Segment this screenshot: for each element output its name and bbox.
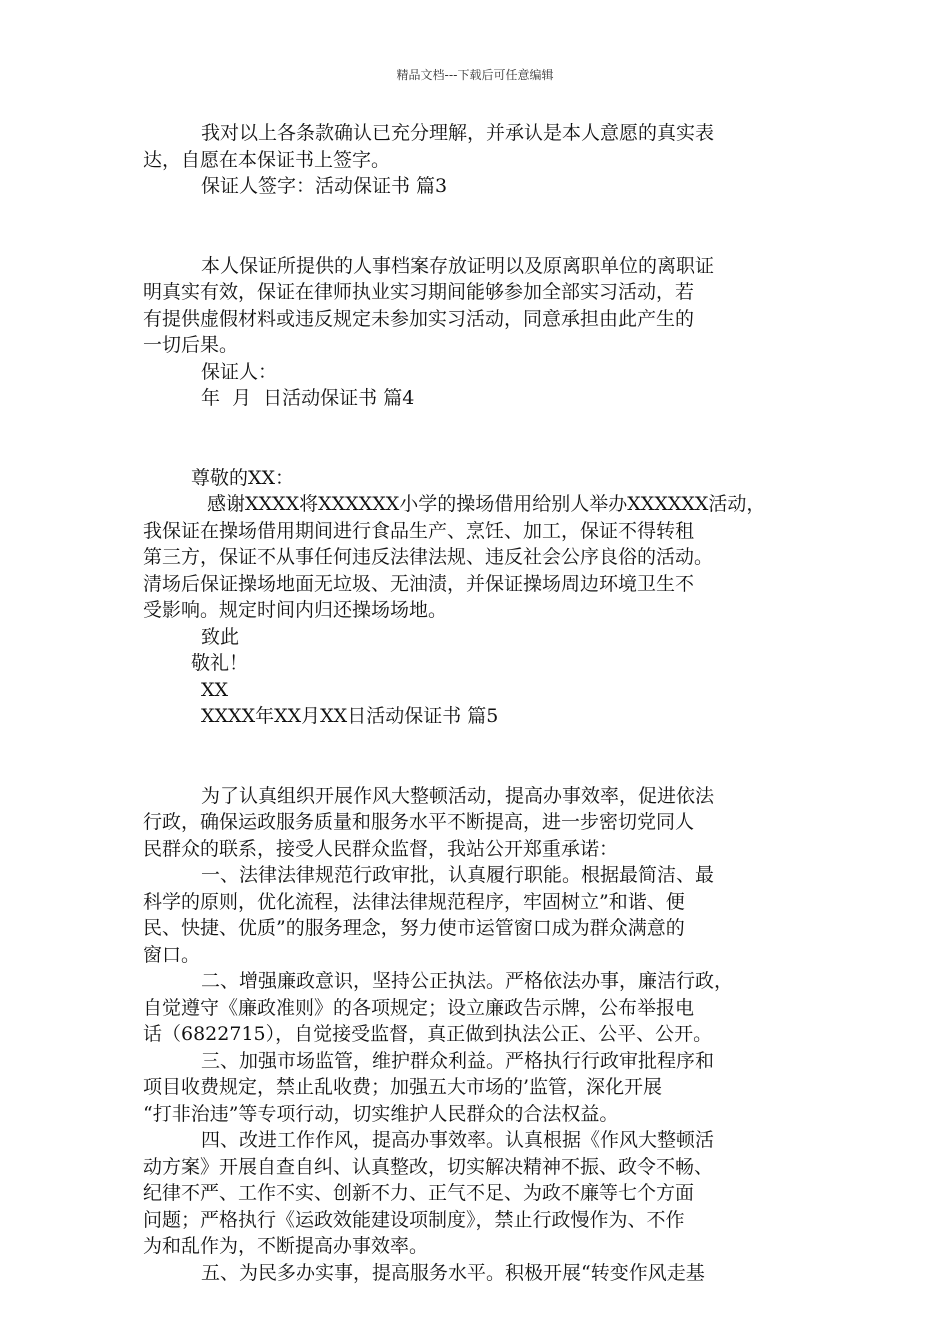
blank-line (143, 730, 813, 757)
text-line: 年 月 日活动保证书 篇4 (201, 387, 415, 409)
text-line: 科学的原则，优化流程，法律法律规范程序，牢固树立”和谐、便 (143, 890, 685, 913)
blank-line (143, 412, 813, 439)
text-line: 感谢XXXX将XXXXXX小学的操场借用给别人举办XXXXXX活动， (207, 493, 766, 515)
text-line: 为了认真组织开展作风大整顿活动，提高办事效率，促进依法 (201, 784, 715, 807)
text-line: 民、快捷、优质”的服务理念，努力使市运管窗口成为群众满意的 (143, 917, 685, 939)
text-line: 窗口。 (143, 943, 201, 966)
blank-line (143, 226, 813, 253)
text-line: 保证人： (201, 360, 278, 383)
text-line: 问题；严格执行《运政效能建设项制度》，禁止行政慢作为、不作 (143, 1208, 685, 1231)
text-line: 二、增强廉政意识，坚持公正执法。严格依法办事，廉洁行政， (201, 970, 734, 992)
text-line: 行政，确保运政服务质量和服务水平不断提高，进一步密切党同人 (143, 811, 695, 833)
blank-line (143, 756, 813, 783)
text-line: 民群众的联系，接受人民群众监督，我站公开郑重承诺： (143, 837, 619, 860)
text-line: 受影响。规定时间内归还操场场地。 (143, 599, 448, 621)
text-line: 五、为民多办实事，提高服务水平。积极开展“转变作风走基 (201, 1261, 705, 1284)
text-line: 动方案》开展自查自纠、认真整改，切实解决精神不振、政令不畅、 (143, 1155, 714, 1178)
text-line: 达，自愿在本保证书上签字。 (143, 148, 391, 171)
text-line: 有提供虚假材料或违反规定未参加实习活动，同意承担由此产生的 (143, 307, 695, 330)
text-line: 清场后保证操场地面无垃圾、无油渍，并保证操场周边环境卫生不 (143, 572, 695, 595)
text-line: 自觉遵守《廉政准则》的各项规定；设立廉政告示牌，公布举报电 (143, 996, 695, 1019)
blank-line (143, 200, 813, 227)
text-line: “打非治违”等专项行动，切实维护人民群众的合法权益。 (143, 1102, 619, 1125)
document-body (143, 120, 813, 1286)
text-line: 本人保证所提供的人事档案存放证明以及原离职单位的离职证 (201, 254, 715, 277)
text-line: 明真实有效，保证在律师执业实习期间能够参加全部实习活动，若 (143, 281, 695, 303)
text-line: 四、改进工作作风，提高办事效率。认真根据《作风大整顿活 (201, 1129, 715, 1151)
text-line: XXXX年XX月XX日活动保证书 篇5 (201, 705, 499, 727)
page-header: 精品文档---下载后可任意编辑 (396, 68, 554, 82)
text-line: 纪律不严、工作不实、创新不力、正气不足、为政不廉等七个方面 (143, 1182, 695, 1204)
text-line: 致此 (201, 625, 240, 648)
text-line: 一切后果。 (143, 334, 239, 356)
text-line: 第三方，保证不从事任何违反法律法规、违反社会公序良俗的活动。 (143, 546, 714, 568)
blank-line (143, 438, 813, 465)
text-line: 我保证在操场借用期间进行食品生产、烹饪、加工，保证不得转租 (143, 519, 695, 542)
text-line: XX (201, 678, 229, 701)
text-line: 我对以上各条款确认已充分理解，并承认是本人意愿的真实表 (201, 122, 715, 144)
text-line: 项目收费规定，禁止乱收费；加强五大市场的’监管，深化开展 (143, 1076, 663, 1098)
text-line: 一、法律法律规范行政审批，认真履行职能。根据最简洁、最 (201, 864, 715, 886)
text-line: 为和乱作为，不断提高办事效率。 (143, 1235, 429, 1257)
text-line: 敬礼！ (191, 652, 249, 674)
text-line: 保证人签字：活动保证书 篇3 (201, 175, 448, 197)
text-line: 尊敬的XX： (191, 466, 295, 489)
text-line: 三、加强市场监管，维护群众利益。严格执行行政审批程序和 (201, 1049, 715, 1072)
text-line: 话（6822715），自觉接受监督，真正做到执法公正、公平、公开。 (143, 1023, 713, 1045)
